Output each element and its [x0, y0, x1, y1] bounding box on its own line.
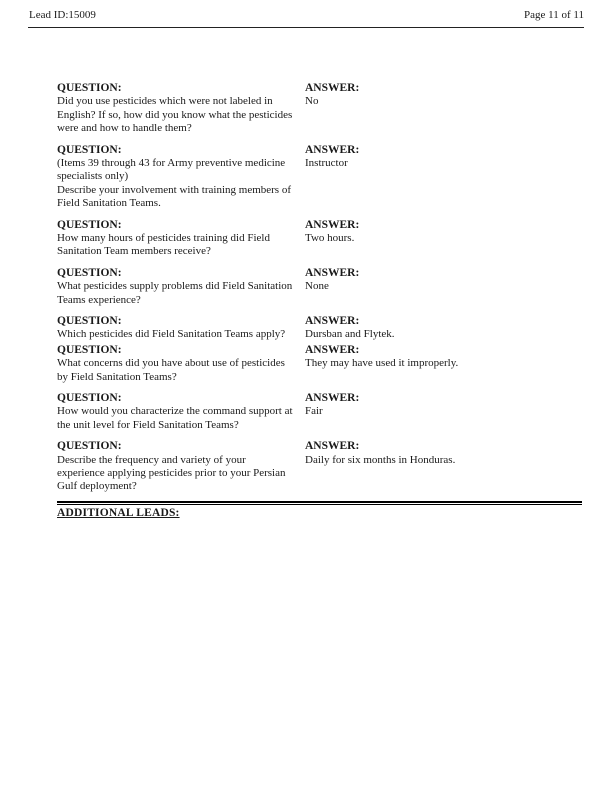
- question-text: Describe the frequency and variety of your experience applying pesticides prior to your Persian Gulf deployment?: [57, 453, 286, 493]
- additional-leads-heading: ADDITIONAL LEADS:: [57, 506, 180, 519]
- answer-text: No: [305, 95, 319, 108]
- question-label: QUESTION:: [57, 343, 122, 356]
- question-label: QUESTION:: [57, 143, 122, 156]
- answer-label: ANSWER:: [305, 440, 360, 453]
- question-text: How would you characterize the command support at the unit level for Field Sanitation Teams?: [57, 405, 293, 431]
- qa-item: [57, 314, 582, 342]
- question-text: Which pesticides did Field Sanitation Teams apply?: [57, 328, 286, 341]
- lead-id: Lead ID:15009: [29, 9, 96, 21]
- answer-text: Instructor: [305, 156, 348, 169]
- qa-item: [57, 218, 582, 259]
- answer-text: They may have used it improperly.: [305, 357, 459, 370]
- answer-label: ANSWER:: [305, 143, 360, 156]
- qa-item: [57, 81, 582, 136]
- page-header: [29, 9, 584, 21]
- answer-text: None: [305, 280, 329, 293]
- answer-label: ANSWER:: [305, 266, 360, 279]
- question-label: QUESTION:: [57, 440, 122, 453]
- question-text: Did you use pesticides which were not labeled in English? If so, how did you know what the pesticides were and how to handle them?: [57, 95, 293, 135]
- question-label: QUESTION:: [57, 314, 122, 327]
- section-divider-rule: [57, 501, 582, 505]
- question-label: QUESTION:: [57, 266, 122, 279]
- answer-label: ANSWER:: [305, 343, 360, 356]
- question-label: QUESTION:: [57, 218, 122, 231]
- qa-item: [57, 266, 582, 307]
- question-label: QUESTION:: [57, 82, 122, 94]
- page-number: Page 11 of 11: [524, 9, 584, 21]
- question-text: How many hours of pesticides training did Field Sanitation Team members receive?: [57, 231, 270, 258]
- question-text: What pesticides supply problems did Field Sanitation Teams experience?: [57, 280, 293, 306]
- qa-list: [57, 81, 582, 519]
- question-text: What concerns did you have about use of pesticides by Field Sanitation Teams?: [57, 357, 285, 383]
- answer-label: ANSWER:: [305, 218, 360, 231]
- qa-item: [57, 143, 582, 211]
- qa-item: [57, 343, 582, 384]
- answer-text: Dursban and Flytek.: [305, 328, 395, 341]
- qa-item: [57, 391, 582, 432]
- answer-text: Daily for six months in Honduras.: [305, 453, 456, 466]
- answer-text: Two hours.: [305, 231, 355, 244]
- answer-text: Fair: [305, 405, 323, 418]
- answer-label: ANSWER:: [305, 82, 360, 94]
- qa-item: [57, 439, 582, 494]
- answer-label: ANSWER:: [305, 391, 360, 404]
- header-rule: [28, 27, 584, 28]
- question-label: QUESTION:: [57, 391, 122, 404]
- answer-label: ANSWER:: [305, 314, 360, 327]
- question-text: (Items 39 through 43 for Army preventive medicine specialists only) Describe your involvement with training members of Field Sanitation Teams.: [57, 156, 291, 210]
